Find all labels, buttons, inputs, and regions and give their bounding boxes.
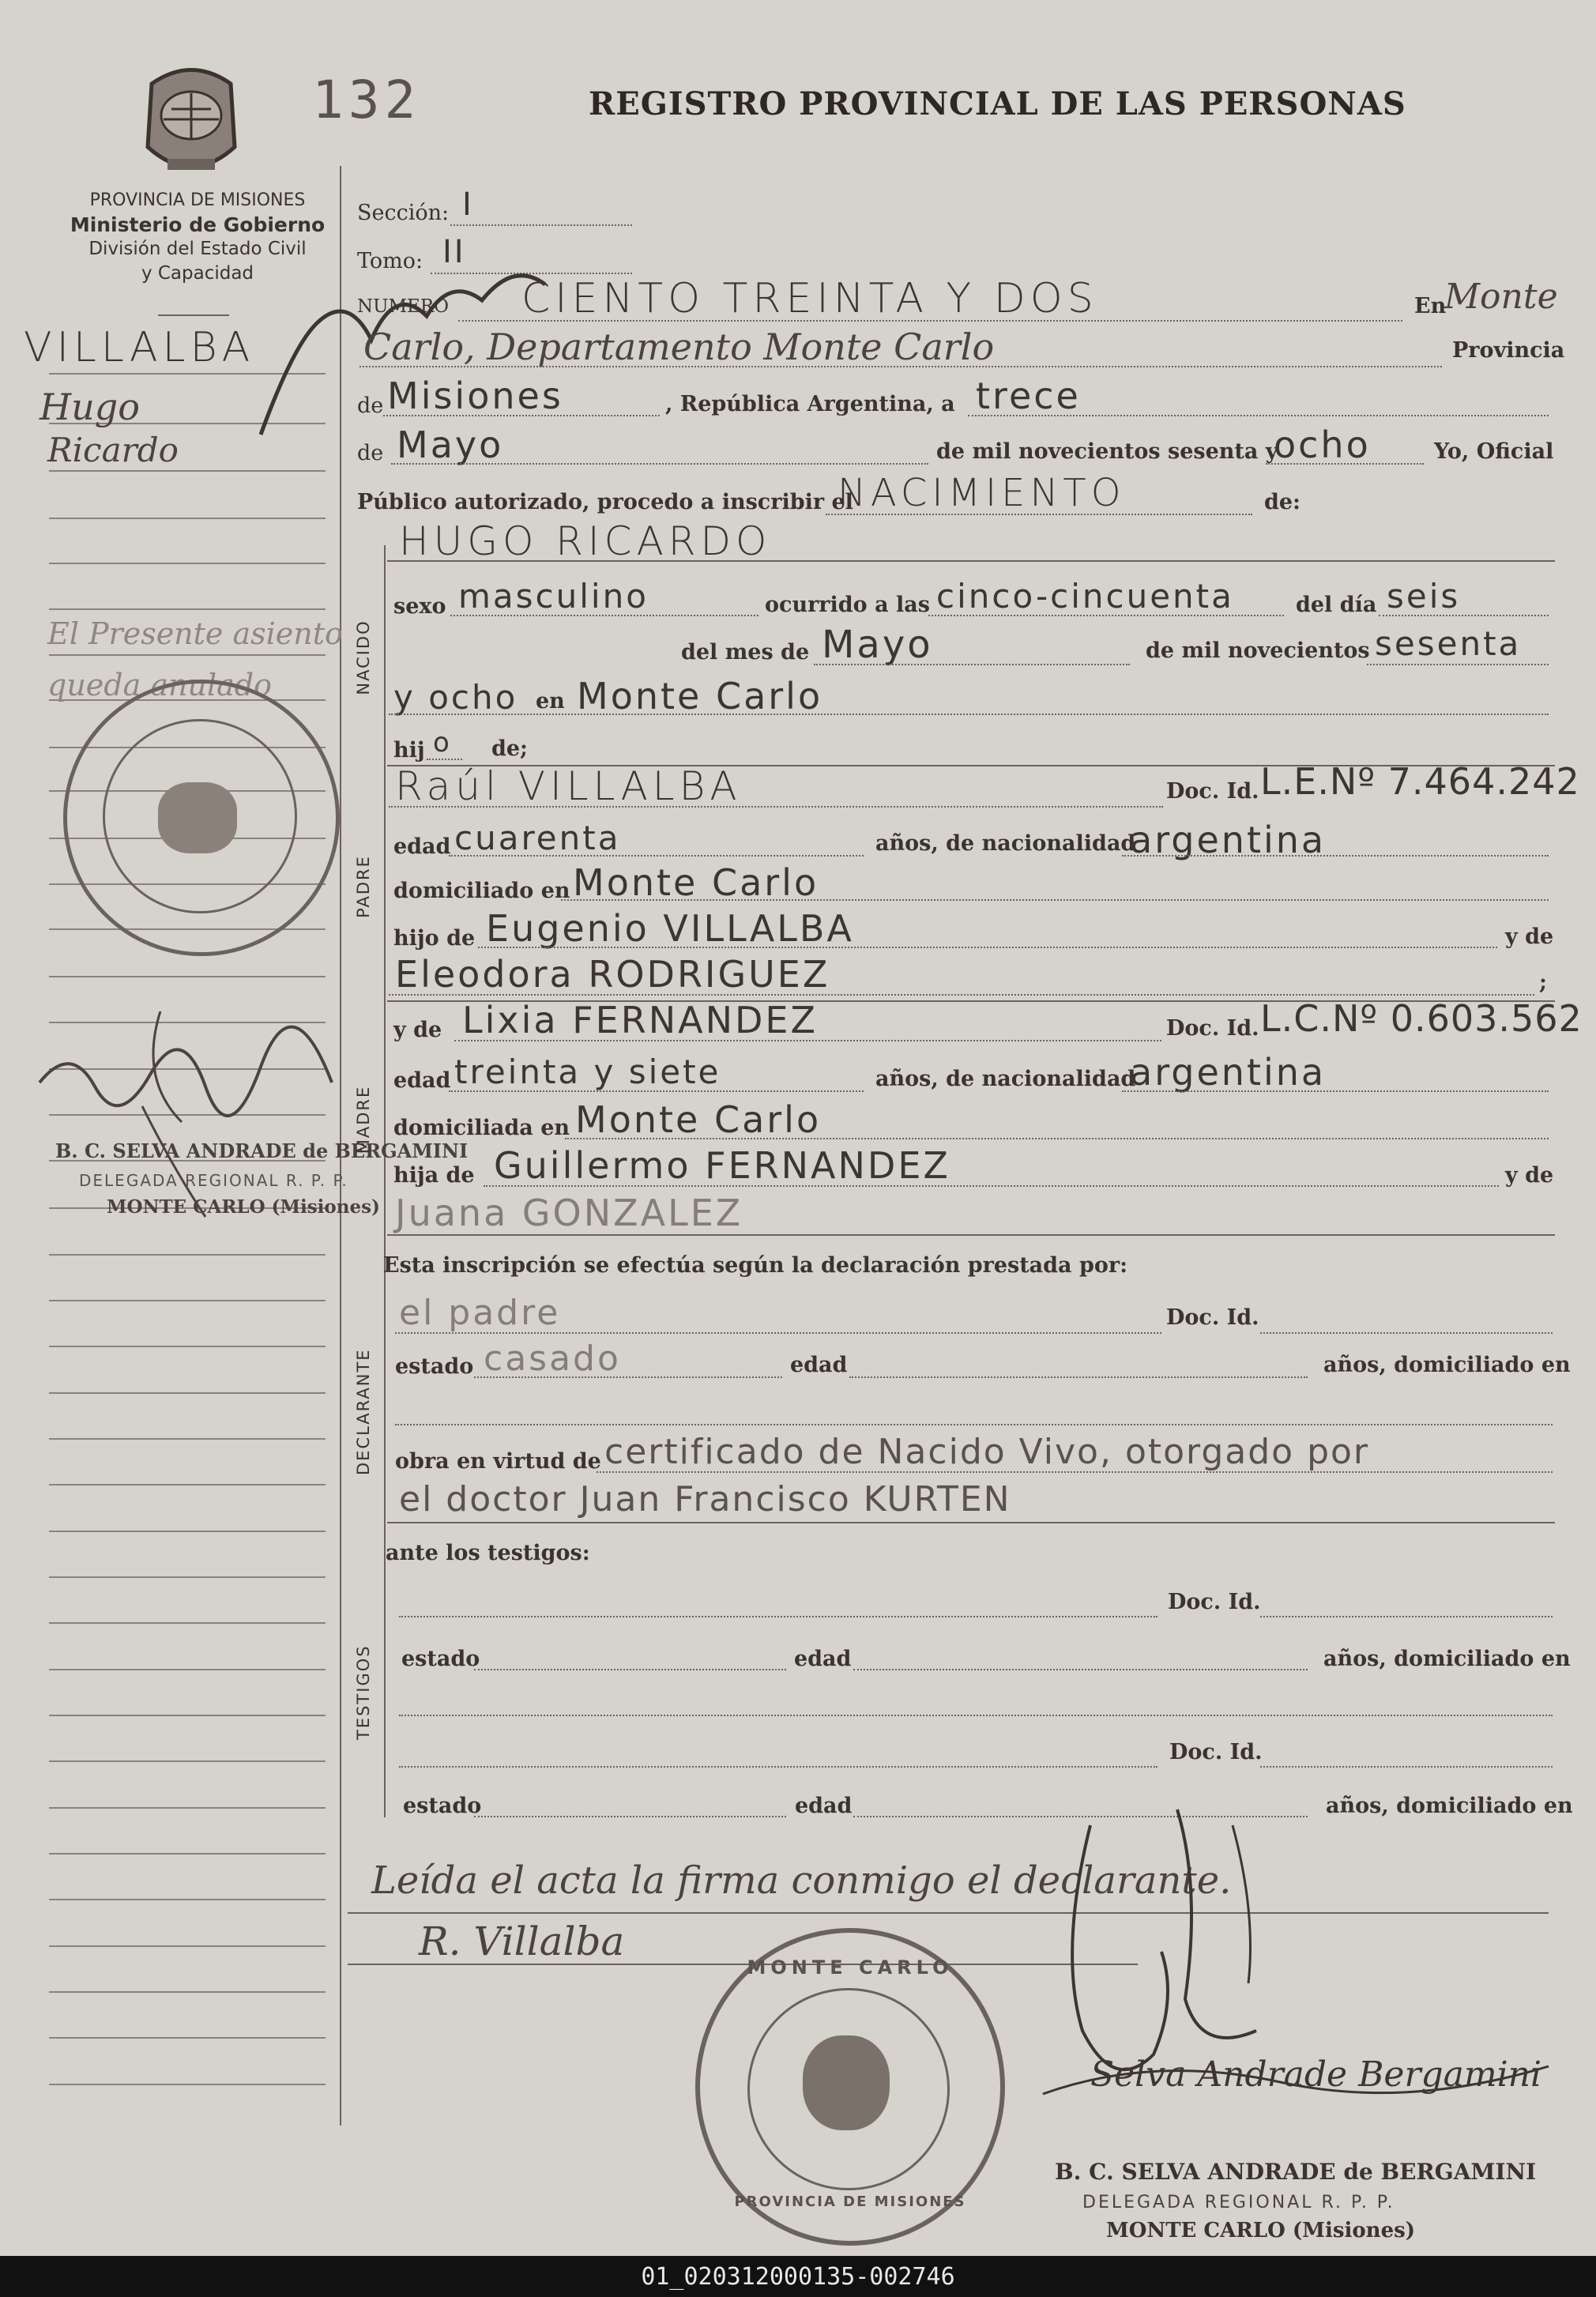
testigo2-estado-label: estado bbox=[403, 1794, 482, 1818]
hijo-de-label: de; bbox=[491, 736, 529, 761]
section-rule bbox=[384, 545, 386, 1817]
madre-y-de2-label: y de bbox=[1505, 1163, 1554, 1188]
section-declarante: DECLARANTE bbox=[354, 1348, 373, 1475]
coat-of-arms-icon bbox=[136, 60, 247, 179]
padre-padre-de-line bbox=[478, 947, 1497, 948]
margin-line bbox=[49, 1346, 326, 1347]
declarante-intro: Esta inscripción se efectúa según la declaración prestada por: bbox=[383, 1253, 1128, 1278]
declarante-dom-line bbox=[395, 1424, 1553, 1425]
signature-declarante: R. Villalba bbox=[419, 1919, 625, 1964]
declarante-doc-line bbox=[1260, 1332, 1553, 1334]
mes-nacido-value: Mayo bbox=[822, 623, 933, 667]
de-label: de bbox=[357, 394, 384, 418]
place-line bbox=[359, 366, 1442, 367]
testigo2-edad-label: edad bbox=[795, 1794, 853, 1818]
dia-line bbox=[968, 415, 1549, 416]
tipo-value: NACIMIENTO bbox=[838, 471, 1126, 515]
mes-line bbox=[391, 463, 928, 465]
section-nacido: NACIDO bbox=[354, 619, 373, 695]
padre-nombre: Raúl VILLALBA bbox=[395, 763, 742, 809]
page-title: REGISTRO PROVINCIAL DE LAS PERSONAS bbox=[589, 85, 1406, 122]
declarante-obra-2: el doctor Juan Francisco KURTEN bbox=[399, 1479, 1011, 1519]
officer-role: DELEGADA REGIONAL R. P. P. bbox=[1082, 2193, 1395, 2212]
de2-label: de: bbox=[1264, 490, 1301, 514]
padre-edad: cuarenta bbox=[454, 819, 621, 857]
margin-line bbox=[49, 1945, 326, 1947]
margin-line bbox=[49, 1576, 326, 1578]
margin-stamp-emblem bbox=[158, 782, 237, 853]
declarante-obra-label: obra en virtud de bbox=[395, 1449, 601, 1474]
declarante-estado: casado bbox=[484, 1339, 621, 1379]
margin-line bbox=[49, 563, 326, 564]
padre-dom-line bbox=[561, 899, 1549, 901]
padre-nac-line bbox=[1122, 855, 1549, 857]
margin-given-2: Ricardo bbox=[47, 431, 179, 469]
hijo-label: hij bbox=[393, 738, 425, 763]
hora-value: cinco-cincuenta bbox=[936, 577, 1234, 616]
hijo-value: o bbox=[433, 727, 452, 759]
section-madre: MADRE bbox=[354, 1085, 373, 1154]
declarante-edad-line bbox=[849, 1376, 1308, 1378]
madre-y-de-label: y de bbox=[393, 1018, 442, 1042]
anio-nacido-b: y ocho bbox=[393, 678, 518, 717]
padre-madre-de-line bbox=[389, 994, 1534, 996]
margin-note-1: El Presente asiento bbox=[47, 616, 343, 651]
testigo2-doc-line bbox=[1260, 1766, 1553, 1768]
testigo1-dom-line bbox=[399, 1715, 1553, 1716]
margin-line bbox=[49, 976, 326, 977]
madre-nac-line bbox=[1122, 1090, 1549, 1092]
margin-line bbox=[49, 1484, 326, 1486]
margin-line bbox=[49, 654, 326, 656]
dia-nacido-line bbox=[1379, 615, 1549, 616]
ocurrido-label: ocurrido a las bbox=[765, 593, 930, 617]
testigo1-doc-label: Doc. Id. bbox=[1168, 1590, 1261, 1614]
closing-text: Leída el acta la firma conmigo el declarante. bbox=[371, 1858, 1232, 1903]
official-stamp bbox=[695, 1928, 1005, 2246]
hora-line bbox=[928, 615, 1284, 616]
lugar-nacido-line bbox=[389, 714, 1549, 715]
office-line-2: Ministerio de Gobierno bbox=[70, 213, 326, 236]
margin-line bbox=[49, 2084, 326, 2085]
tomo-value: II bbox=[442, 234, 466, 270]
divider bbox=[158, 314, 229, 316]
provincia-value: Misiones bbox=[387, 375, 563, 417]
declarante-obra: certificado de Nacido Vivo, otorgado por bbox=[604, 1432, 1370, 1472]
margin-given-1: Hugo bbox=[40, 386, 140, 428]
place-b: Carlo, Departamento Monte Carlo bbox=[363, 326, 995, 368]
seccion-label: Sección: bbox=[357, 201, 450, 225]
madre-nombre-line bbox=[454, 1040, 1161, 1041]
mil-label: de mil novecientos sesenta y bbox=[936, 439, 1278, 464]
margin-line bbox=[49, 1254, 326, 1256]
anio-nacido-line bbox=[1367, 664, 1549, 665]
padre-padre-de: Eugenio VILLALBA bbox=[486, 907, 854, 950]
testigo1-edad-label: edad bbox=[794, 1647, 852, 1671]
anio-line bbox=[1266, 463, 1424, 465]
testigo1-estado-label: estado bbox=[401, 1647, 480, 1671]
lugar-nacido: Monte Carlo bbox=[577, 675, 823, 717]
testigo1-dom-label: años, domiciliado en bbox=[1323, 1647, 1571, 1671]
mes-value: Mayo bbox=[397, 424, 504, 466]
tomo-label: Tomo: bbox=[357, 249, 423, 273]
margin-line bbox=[49, 1300, 326, 1301]
madre-padre-de: Guillermo FERNANDEZ bbox=[494, 1144, 950, 1187]
padre-semicolon: ; bbox=[1539, 970, 1547, 995]
madre-nombre: Lixia FERNANDEZ bbox=[462, 999, 818, 1041]
en-nacido-label: en bbox=[536, 689, 565, 714]
margin-officer-place: MONTE CARLO (Misiones) bbox=[107, 1196, 380, 1218]
numero-value: CIENTO TREINTA Y DOS bbox=[521, 275, 1098, 322]
margin-line bbox=[49, 1531, 326, 1532]
sexo-label: sexo bbox=[393, 594, 446, 619]
officer-name: B. C. SELVA ANDRADE de BERGAMINI bbox=[1055, 2159, 1537, 2185]
padre-edad-line bbox=[449, 855, 864, 857]
en-label: En bbox=[1414, 294, 1447, 318]
margin-stamp bbox=[63, 680, 340, 956]
office-line-3: División del Estado Civil bbox=[88, 239, 307, 259]
section-padre: PADRE bbox=[354, 855, 373, 918]
padre-nacionalidad: argentina bbox=[1130, 819, 1327, 861]
madre-nac-label: años, de nacionalidad bbox=[875, 1067, 1136, 1091]
margin-line bbox=[49, 1807, 326, 1809]
margin-officer-role: DELEGADA REGIONAL R. P. P. bbox=[79, 1171, 348, 1190]
margin-line bbox=[49, 2037, 326, 2039]
sexo-line bbox=[450, 615, 758, 616]
testigo2-nombre-line bbox=[399, 1766, 1157, 1768]
hijo-line bbox=[427, 759, 462, 760]
margin-line bbox=[49, 1392, 326, 1394]
folio-number: 132 bbox=[312, 70, 421, 130]
officer-signature-text: Selva Andrade Bergamini bbox=[1090, 2054, 1542, 2095]
margin-officer-name: B. C. SELVA ANDRADE de BERGAMINI bbox=[55, 1139, 469, 1162]
margin-line bbox=[49, 1715, 326, 1716]
margin-line bbox=[49, 1760, 326, 1762]
testigo2-doc-label: Doc. Id. bbox=[1169, 1740, 1263, 1764]
mes-nacido-line bbox=[814, 664, 1130, 665]
madre-dom-line bbox=[565, 1138, 1549, 1139]
padre-dom-label: domiciliado en bbox=[393, 879, 570, 903]
place-a: Monte bbox=[1444, 277, 1558, 317]
declarante-estado-line bbox=[474, 1376, 782, 1378]
declarante-doc-label: Doc. Id. bbox=[1166, 1305, 1259, 1330]
image-id-footer: 01_020312000135-002746 bbox=[0, 2256, 1596, 2297]
madre-edad-line bbox=[449, 1090, 864, 1092]
republica-label: , República Argentina, a bbox=[665, 392, 955, 416]
officer-place: MONTE CARLO (Misiones) bbox=[1106, 2219, 1416, 2242]
dia-value: trece bbox=[976, 375, 1081, 417]
office-line-4: y Capacidad bbox=[141, 263, 254, 284]
stamp-top-text: MONTE CARLO bbox=[747, 1956, 954, 1979]
mil-nacido-label: de mil novecientos bbox=[1146, 638, 1370, 663]
margin-note-2: queda anulado bbox=[47, 668, 272, 702]
numero-label: NUMERO bbox=[357, 296, 450, 317]
margin-surname: VILLALBA bbox=[24, 324, 255, 371]
provincia-line bbox=[383, 415, 660, 416]
nacido-nombre: HUGO RICARDO bbox=[399, 518, 772, 564]
tipo-line bbox=[826, 514, 1252, 515]
padre-domicilio: Monte Carlo bbox=[573, 861, 819, 904]
testigo1-doc-line bbox=[1260, 1616, 1553, 1617]
madre-dom-label: domiciliada en bbox=[393, 1116, 570, 1140]
declarante-edad-label: edad bbox=[790, 1353, 848, 1377]
padre-madre-de: Eleodora RODRIGUEZ bbox=[395, 953, 830, 996]
margin-line bbox=[49, 470, 326, 472]
padre-doc-label: Doc. Id. bbox=[1166, 779, 1259, 804]
declarante-nombre: el padre bbox=[399, 1293, 561, 1333]
madre-domicilio: Monte Carlo bbox=[575, 1098, 822, 1141]
numero-line bbox=[458, 320, 1402, 322]
madre-nacionalidad: argentina bbox=[1130, 1051, 1327, 1094]
margin-line bbox=[49, 1899, 326, 1900]
padre-edad-label: edad bbox=[393, 834, 451, 859]
margin-line bbox=[49, 1669, 326, 1670]
padre-doc: L.E.Nº 7.464.242 bbox=[1260, 760, 1580, 803]
padre-nac-label: años, de nacionalidad bbox=[875, 831, 1136, 856]
sexo-value: masculino bbox=[458, 577, 649, 616]
margin-line bbox=[49, 1853, 326, 1855]
testigo1-edad-line bbox=[853, 1669, 1308, 1670]
stamp-bottom-text: PROVINCIA DE MISIONES bbox=[734, 2193, 966, 2210]
seccion-line bbox=[450, 224, 632, 226]
anio-nacido-a: sesenta bbox=[1375, 624, 1522, 663]
padre-nombre-line bbox=[389, 806, 1163, 808]
testigo2-estado-line bbox=[474, 1816, 786, 1817]
padre-hijo-de-label: hijo de bbox=[393, 926, 476, 951]
anio-value: ocho bbox=[1274, 424, 1371, 466]
madre-bottom-line bbox=[387, 1234, 1555, 1236]
padre-y-de-label: y de bbox=[1505, 924, 1554, 949]
madre-edad: treinta y siete bbox=[454, 1052, 721, 1091]
office-line-1: PROVINCIA DE MISIONES bbox=[89, 190, 306, 210]
madre-doc-label: Doc. Id. bbox=[1166, 1016, 1259, 1041]
madre-doc: L.C.Nº 0.603.562 bbox=[1260, 997, 1583, 1040]
testigo1-nombre-line bbox=[399, 1616, 1157, 1617]
seccion-value: I bbox=[462, 186, 474, 223]
madre-hija-de-label: hija de bbox=[393, 1163, 475, 1188]
del-dia-label: del día bbox=[1296, 593, 1377, 617]
declarante-nombre-line bbox=[395, 1332, 1161, 1334]
declarante-estado-label: estado bbox=[395, 1354, 474, 1379]
yo-label: Yo, Oficial bbox=[1434, 439, 1554, 464]
margin-line bbox=[49, 1438, 326, 1440]
madre-edad-label: edad bbox=[393, 1068, 451, 1093]
section-testigos: TESTIGOS bbox=[354, 1644, 373, 1740]
declarante-bottom-line bbox=[387, 1522, 1555, 1523]
testigo1-estado-line bbox=[474, 1669, 786, 1670]
madre-padre-de-line bbox=[484, 1185, 1499, 1187]
madre-madre-de: Juana GONZALEZ bbox=[395, 1192, 743, 1234]
nacido-nombre-line bbox=[387, 560, 1555, 562]
declarante-obra-line bbox=[597, 1471, 1553, 1473]
testigos-intro: ante los testigos: bbox=[386, 1541, 590, 1565]
margin-line bbox=[49, 518, 326, 519]
stamp-emblem bbox=[803, 2035, 890, 2130]
declarante-dom-label: años, domiciliado en bbox=[1323, 1353, 1571, 1377]
publico-label: Público autorizado, procedo a inscribir el bbox=[357, 490, 853, 514]
mes-label: del mes de bbox=[681, 640, 810, 665]
testigo2-dom-label: años, domiciliado en bbox=[1326, 1794, 1573, 1818]
de-label-2: de bbox=[357, 441, 384, 465]
margin-line bbox=[49, 608, 326, 610]
margin-line bbox=[49, 1622, 326, 1624]
margin-line bbox=[49, 1991, 326, 1993]
dia-nacido-value: seis bbox=[1387, 577, 1461, 616]
provincia-label: Provincia bbox=[1452, 338, 1565, 363]
